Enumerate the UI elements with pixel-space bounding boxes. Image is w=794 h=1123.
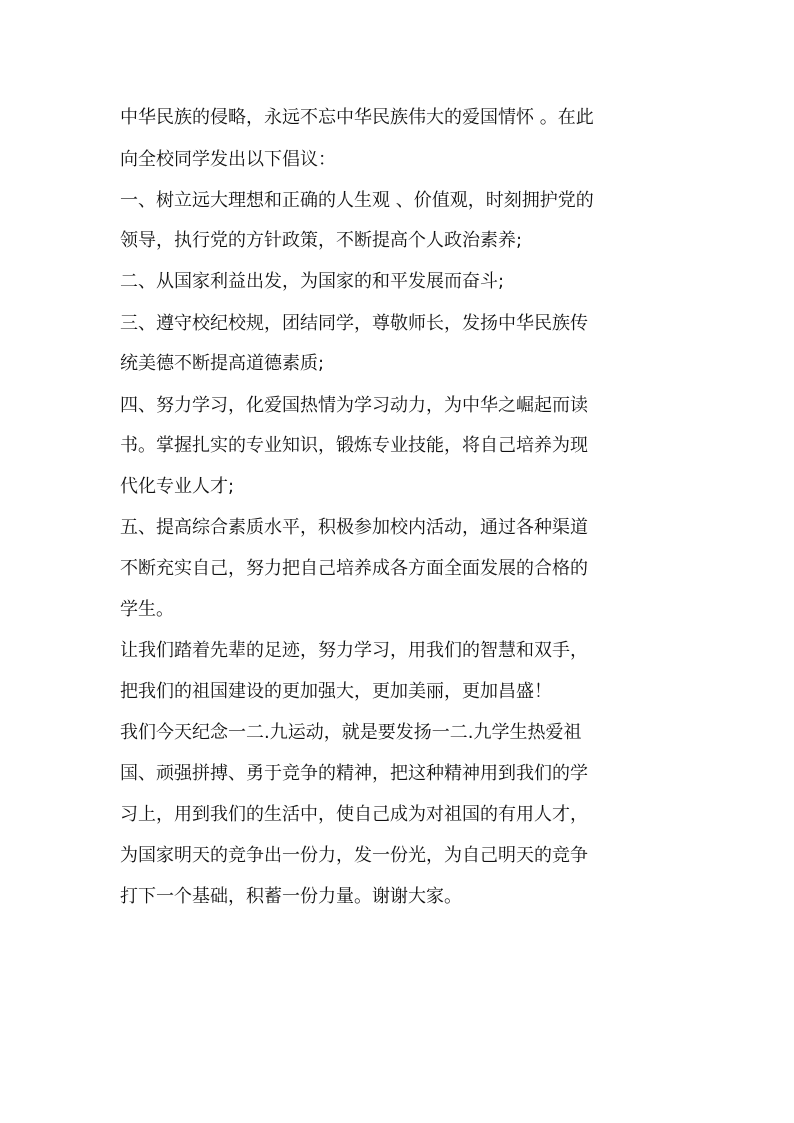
text-line: 不断充实自己，努力把自己培养成各方面全面发展的合格的 (120, 558, 588, 579)
text-line: 国、顽强拼搏、勇于竞争的精神，把这种精神用到我们的学 (120, 763, 588, 784)
text-line: 四、努力学习，化爱国热情为学习动力，为中华之崛起而读 (120, 395, 588, 416)
text-line: 让我们踏着先辈的足迹，努力学习，用我们的智慧和双手， (120, 640, 588, 661)
text-line: 学生。 (120, 599, 174, 620)
text-line: 领导，执行党的方针政策，不断提高个人政治素养; (120, 230, 523, 251)
text-line: 我们今天纪念一二.九运动，就是要发扬一二.九学生热爱祖 (120, 722, 582, 743)
text-line: 二、从国家利益出发，为国家的和平发展而奋斗; (120, 271, 505, 292)
text-line: 把我们的祖国建设的更加强大，更加美丽，更加昌盛！ (120, 681, 552, 702)
text-line: 一、树立远大理想和正确的人生观 、价值观，时刻拥护党的 (120, 190, 594, 211)
text-line: 打下一个基础，积蓄一份力量。谢谢大家。 (120, 886, 462, 907)
text-line: 习上，用到我们的生活中，使自己成为对祖国的有用人才， (120, 804, 588, 825)
text-line: 五、提高综合素质水平，积极参加校内活动，通过各种渠道 (120, 517, 588, 538)
text-line: 向全校同学发出以下倡议： (120, 149, 336, 170)
text-line: 为国家明天的竞争出一份力，发一份光，为自己明天的竞争 (120, 845, 588, 866)
text-line: 代化专业人才; (120, 476, 235, 497)
text-line: 统美德不断提高道德素质; (120, 353, 325, 374)
text-line: 三、遵守校纪校规，团结同学，尊敬师长，发扬中华民族传 (120, 313, 588, 334)
text-line: 书。掌握扎实的专业知识，锻炼专业技能，将自己培养为现 (120, 435, 588, 456)
text-line: 中华民族的侵略，永远不忘中华民族伟大的爱国情怀 。在此 (120, 107, 594, 128)
